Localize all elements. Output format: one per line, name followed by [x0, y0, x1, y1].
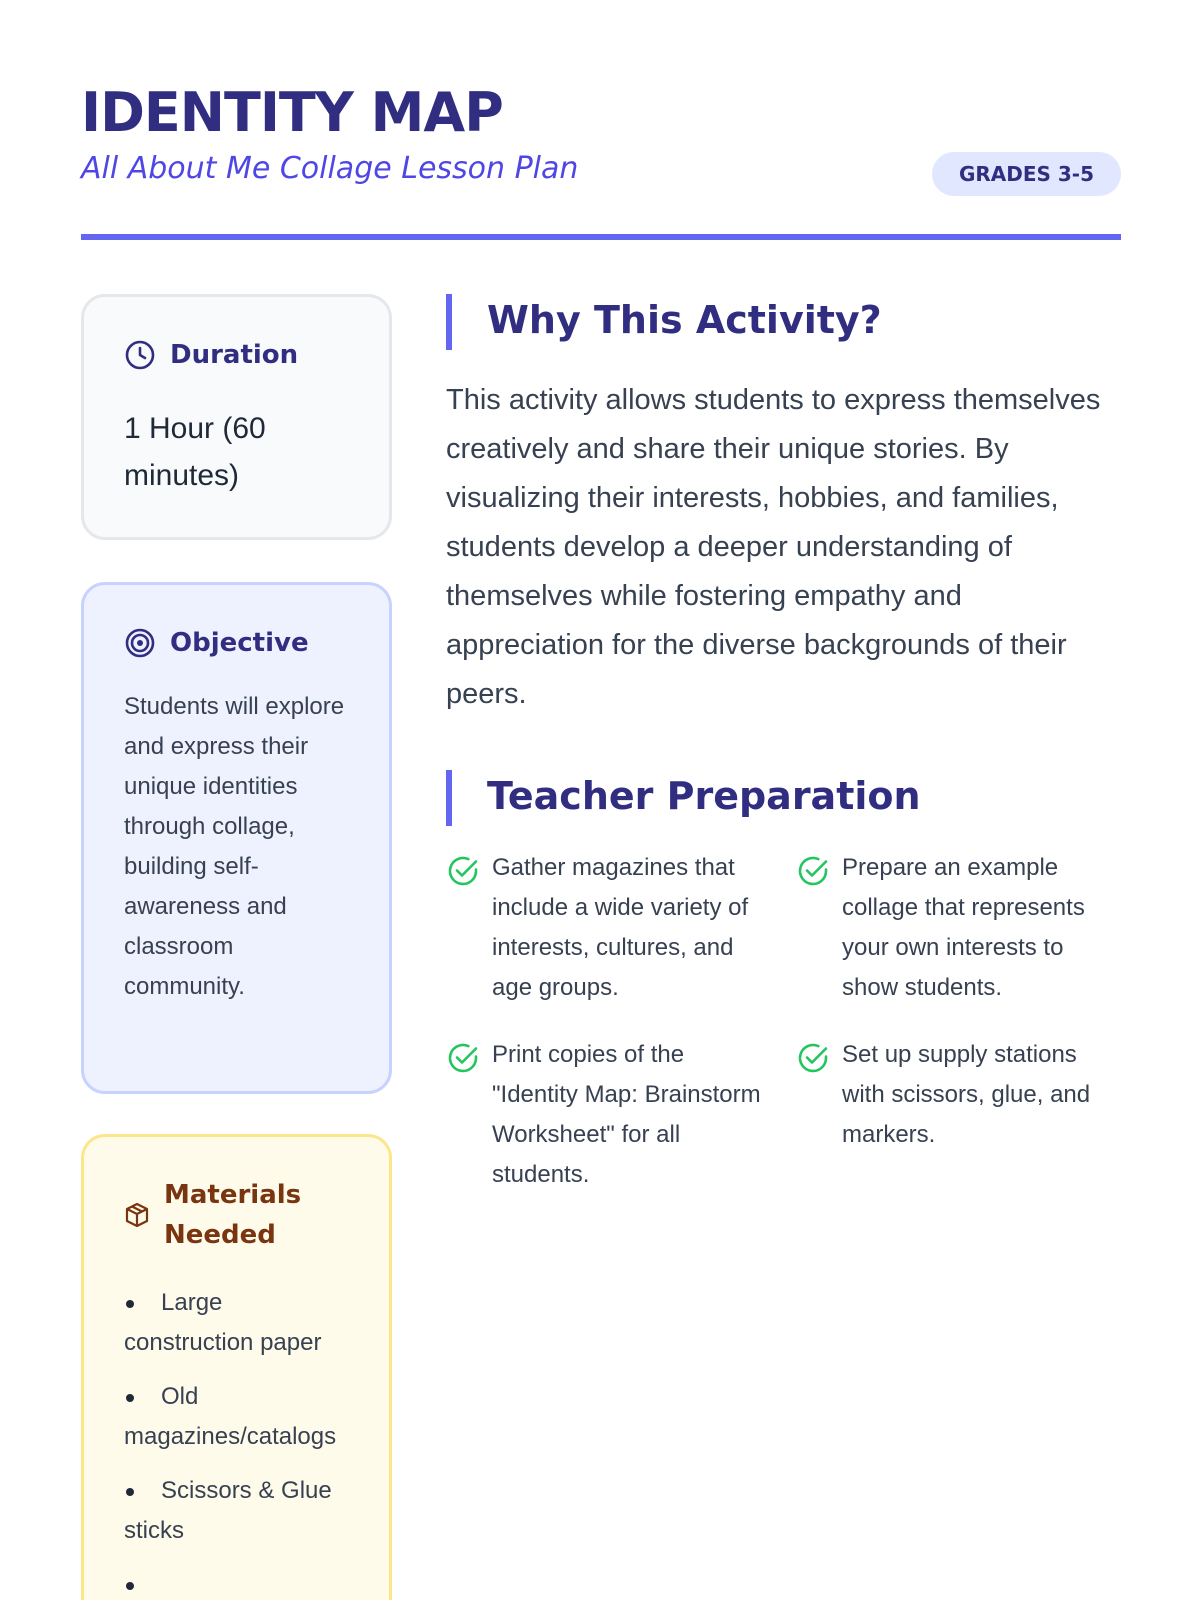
prep-item-text: Gather magazines that include a wide variety of interests, cultures, and age groups.	[492, 854, 749, 1001]
material-text: Scissors & Glue sticks	[124, 1477, 332, 1544]
material-text: Old magazines/catalogs	[124, 1383, 337, 1450]
prep-section	[446, 770, 1121, 1188]
check-circle-icon	[446, 1041, 480, 1075]
lesson-plan-page	[81, 0, 1121, 1600]
prep-item-text: Print copies of the "Identity Map: Brainstorm Worksheet" for all students.	[492, 1041, 761, 1188]
box-icon	[124, 1202, 150, 1228]
duration-value: 1 Hour (60 minutes)	[124, 412, 266, 492]
materials-card	[81, 1134, 392, 1600]
target-icon	[124, 627, 156, 659]
why-heading-block	[446, 294, 1121, 350]
material-text: Large construction paper	[124, 1289, 322, 1356]
why-text: This activity allows students to express themselves creatively and share their unique stories. By visualizing their interests, hobbies, and families, students develop a deeper understanding of themselves while fostering empathy and appreciation for the diverse backgrounds of their peers.	[446, 384, 1101, 710]
prep-heading-block	[446, 770, 1121, 826]
materials-title: Materials Needed	[164, 1180, 302, 1250]
grade-badge: GRADES 3-5	[932, 152, 1121, 196]
why-heading: Why This Activity?	[487, 298, 882, 342]
prep-item	[796, 848, 1124, 1008]
list-item	[124, 1283, 349, 1363]
header	[81, 80, 1121, 240]
check-circle-icon	[796, 1041, 830, 1075]
duration-card-header	[124, 335, 349, 375]
prep-heading: Teacher Preparation	[487, 774, 921, 818]
materials-card-header	[124, 1175, 349, 1255]
prep-item-text: Prepare an example collage that represents your own interests to show students.	[842, 854, 1085, 1001]
duration-card	[81, 294, 392, 540]
objective-text: Students will explore and express their unique identities through collage, building self-awareness and classroom community.	[124, 693, 345, 1000]
prep-item	[446, 848, 774, 1008]
page-subtitle: All About Me Collage Lesson Plan	[81, 151, 579, 186]
prep-item	[446, 1035, 774, 1195]
why-section	[446, 294, 1121, 719]
objective-title: Objective	[170, 628, 309, 658]
bullet-icon	[126, 1300, 134, 1308]
check-circle-icon	[446, 854, 480, 888]
bullet-icon	[126, 1394, 134, 1402]
check-circle-icon	[796, 854, 830, 888]
prep-item-text: Set up supply stations with scissors, glue, and markers.	[842, 1041, 1091, 1148]
prep-item	[796, 1035, 1124, 1155]
bullet-icon	[126, 1488, 134, 1496]
duration-title: Duration	[170, 340, 299, 370]
page-title: IDENTITY MAP	[81, 81, 503, 144]
list-item	[124, 1471, 349, 1551]
header-divider	[81, 234, 1121, 240]
objective-card-header	[124, 623, 349, 663]
clock-icon	[124, 339, 156, 371]
bullet-icon	[126, 1582, 134, 1590]
materials-list	[124, 1283, 349, 1551]
list-item	[124, 1377, 349, 1457]
objective-card	[81, 582, 392, 1094]
